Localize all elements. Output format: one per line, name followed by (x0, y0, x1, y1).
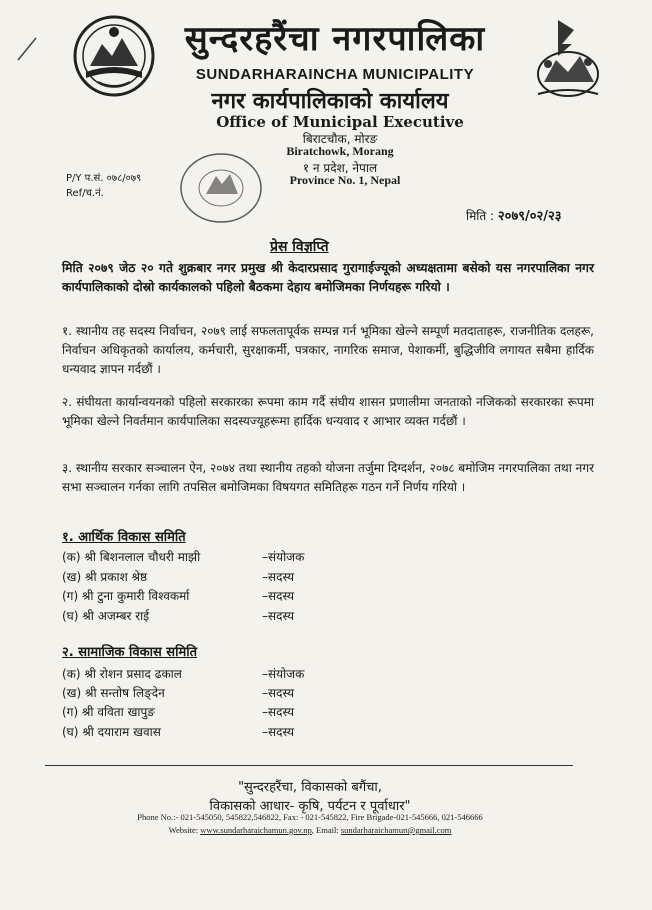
municipality-emblem-left (72, 14, 156, 98)
committee-2-member: (ख) श्री सन्तोष लिङ्देन (62, 686, 165, 700)
office-name-english: Office of Municipal Executive (216, 113, 464, 131)
address-nepali-1: बिराटचौक, मोरङ (302, 132, 378, 146)
website-label: Website: (168, 825, 199, 835)
date-line (466, 206, 562, 224)
committee-1-role: –संयोजक (262, 550, 305, 564)
committee-1-member: (ग) श्री टुना कुमारी विश्वकर्मा (62, 589, 190, 603)
footer-motto-line-1: "सुन्दरहरैंचा, विकासको बगैंचा, (238, 780, 382, 795)
footer-phone: Phone No.:- 021-545050, 545822,546822, Fax: - 021-545822, Fire Brigade-021-545666, 021-546666 (137, 812, 483, 822)
point-2-paragraph: २. संघीयता कार्यान्वयनको पहिलो सरकारका रूपमा काम गर्दै संघीय शासन प्रणालीमा जनताको नजिकको सरकारका रूपमा भूमिका खेल्ने निवर्तमान कार्यपालिका सदस्यज्यूहरूमा हार्दिक धन्यवाद र आभार व्यक्त गर्दछौं । (62, 395, 594, 428)
address-nepali-2: १ न प्रदेश, नेपाल (302, 161, 378, 175)
nepal-emblem-right (528, 16, 608, 104)
committee-1-member: (क) श्री बिशनलाल चौधरी माझी (62, 550, 201, 564)
committee-2-role: –संयोजक (262, 667, 305, 681)
committee-2-role: –सदस्य (262, 705, 295, 719)
footer-divider (45, 765, 573, 766)
committee-1-member: (घ) श्री अजम्बर राई (62, 609, 150, 623)
committee-1-role: –सदस्य (262, 570, 295, 584)
date-label: मिति : (466, 209, 495, 223)
committee-2-role: –सदस्य (262, 725, 295, 739)
municipality-name-english: SUNDARHARAINCHA MUNICIPALITY (195, 66, 475, 83)
address-english-2: Province No. 1, Nepal (289, 173, 401, 187)
reference-ps-number: P/Y प.सं. ०७८/०७९ (66, 173, 142, 184)
municipality-name-nepali: सुन्दरहरैंचा नगरपालिका (184, 19, 486, 59)
date-value: २०७९/०२/२३ (497, 209, 562, 224)
committee-1-role: –सदस्य (262, 609, 295, 623)
committee-2-title: २. सामाजिक विकास समिति (62, 645, 198, 660)
office-stamp (176, 148, 266, 228)
footer-web-email: Website: www.sundarharaichamun.gov.np, Email: sundarharaichamun@gmail.com (168, 825, 452, 835)
committee-2-role: –सदस्य (262, 686, 295, 700)
committee-2-member: (घ) श्री दयाराम खवास (62, 725, 161, 739)
reference-cn-number: Ref/च.नं. (66, 188, 104, 199)
address-english-1: Biratchowk, Morang (286, 144, 394, 158)
email-link[interactable]: sundarharaichamun@gmail.com (340, 825, 452, 835)
committee-1-role: –सदस्य (262, 589, 295, 603)
footer-motto-line-2: विकासको आधार- कृषि, पर्यटन र पूर्वाधार" (209, 799, 411, 814)
point-3-paragraph: ३. स्थानीय सरकार सञ्चालन ऐन, २०७४ तथा स्थानीय तहको योजना तर्जुमा दिग्दर्शन, २०७८ बमोजिम नगरपालिका तथा नगर सभा सञ्चालन गर्नका लागि तपसिल बमोजिमका विषयगत समितिहरू गठन गर्ने निर्णय गरियो । (62, 461, 594, 494)
office-name-nepali: नगर कार्यपालिकाको कार्यालय (211, 89, 449, 114)
website-link[interactable]: www.sundarharaichamun.gov.np (200, 825, 312, 835)
committee-1-member: (ख) श्री प्रकाश श्रेष्ठ (62, 570, 148, 584)
press-release-heading: प्रेस विज्ञप्ति (270, 239, 329, 255)
point-1-paragraph: १. स्थानीय तह सदस्य निर्वाचन, २०७९ लाई सफलतापूर्वक सम्पन्न गर्न भूमिका खेल्ने सम्पूर्ण मतदाताहरू, राजनीतिक दलहरू, निर्वाचन अधिकृतको कार्यालय, कर्मचारी, सुरक्षाकर्मी, पत्रकार, नागरिक समाज, पेशाकर्मी, बुद्धिजीवि लगायत सबैमा हार्दिक धन्यवाद ज्ञापन गर्दछौं । (62, 324, 594, 376)
committee-2-member: (क) श्री रोशन प्रसाद ढकाल (62, 667, 182, 681)
committee-1-title: १. आर्थिक विकास समिति (62, 530, 186, 545)
intro-paragraph: मिति २०७९ जेठ २० गते शुक्रबार नगर प्रमुख श्री केदारप्रसाद गुरागाईज्यूको अध्यक्षतामा बसेको यस नगरपालिका नगर कार्यपालिकाको दोस्रो कार्यकालको पहिलो बैठकमा देहाय बमोजिमका निर्णयहरू गरियो । (62, 261, 594, 294)
email-label: Email: (316, 825, 339, 835)
committee-2-member: (ग) श्री वविता खापुङ (62, 705, 155, 719)
corner-pen-mark (14, 34, 44, 64)
